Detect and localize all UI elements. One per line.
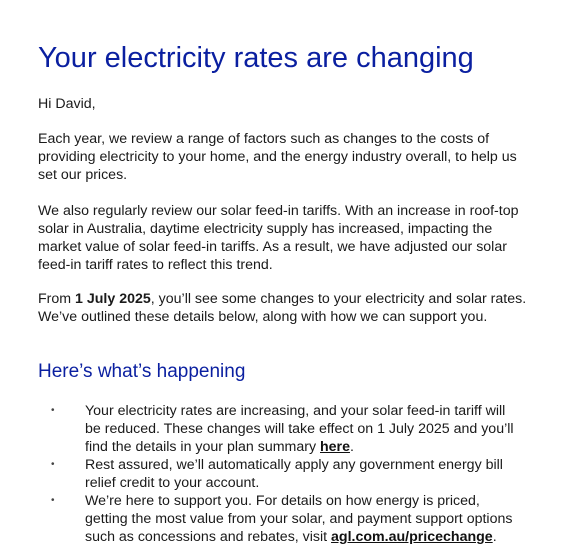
p3-before: From (38, 291, 76, 307)
plan-summary-link[interactable]: here (320, 439, 350, 455)
paragraph-solar-tariffs: We also regularly review our solar feed-in tariffs. With an increase in roof-top solar in Australia, daytime electricity supply has increased, impacting the market value of solar feed-in tariffs. As a result, we have adjusted our solar feed-in tariff rates to reflect this trend. (38, 203, 519, 273)
p3-after: , you’ll see some changes to your electricity and solar rates. We’ve outlined these details below, along with how we can support you. (38, 291, 527, 325)
paragraph-effective-date (38, 290, 528, 326)
greeting: Hi David, (38, 96, 96, 112)
paragraph-price-review: Each year, we review a range of factors such as changes to the costs of providing electricity to your home, and the energy industry overall, to help us set our prices. (38, 131, 517, 183)
bullet-item-support (0, 492, 569, 546)
bullet-item-relief-credit (0, 456, 569, 492)
bullet-dot: • (51, 405, 55, 416)
bullet-text-end: . (492, 529, 497, 545)
bullet-list (0, 402, 569, 546)
bullet-dot: • (51, 495, 55, 506)
bullet-text: We’re here to support you. For details on how energy is priced, getting the most value from your solar, and payment support options such as concessions and rebates, visit (85, 493, 513, 545)
bullet-dot: • (51, 459, 55, 470)
effective-date: 1 July 2025 (75, 291, 151, 307)
bullet-text: Rest assured, we’ll automatically apply any government energy bill relief credit to your account. (85, 457, 503, 491)
bullet-item-rates (0, 402, 569, 456)
price-change-link[interactable]: agl.com.au/pricechange (331, 529, 493, 545)
bullet-text-end: . (349, 439, 354, 455)
section-heading: Here’s what’s happening (38, 361, 246, 382)
email-title: Your electricity rates are changing (38, 42, 474, 74)
bullet-text: Your electricity rates are increasing, and your solar feed-in tariff will be reduced. These changes will take effect on 1 July 2025 and you’ll find the details in your plan summary (85, 403, 514, 455)
